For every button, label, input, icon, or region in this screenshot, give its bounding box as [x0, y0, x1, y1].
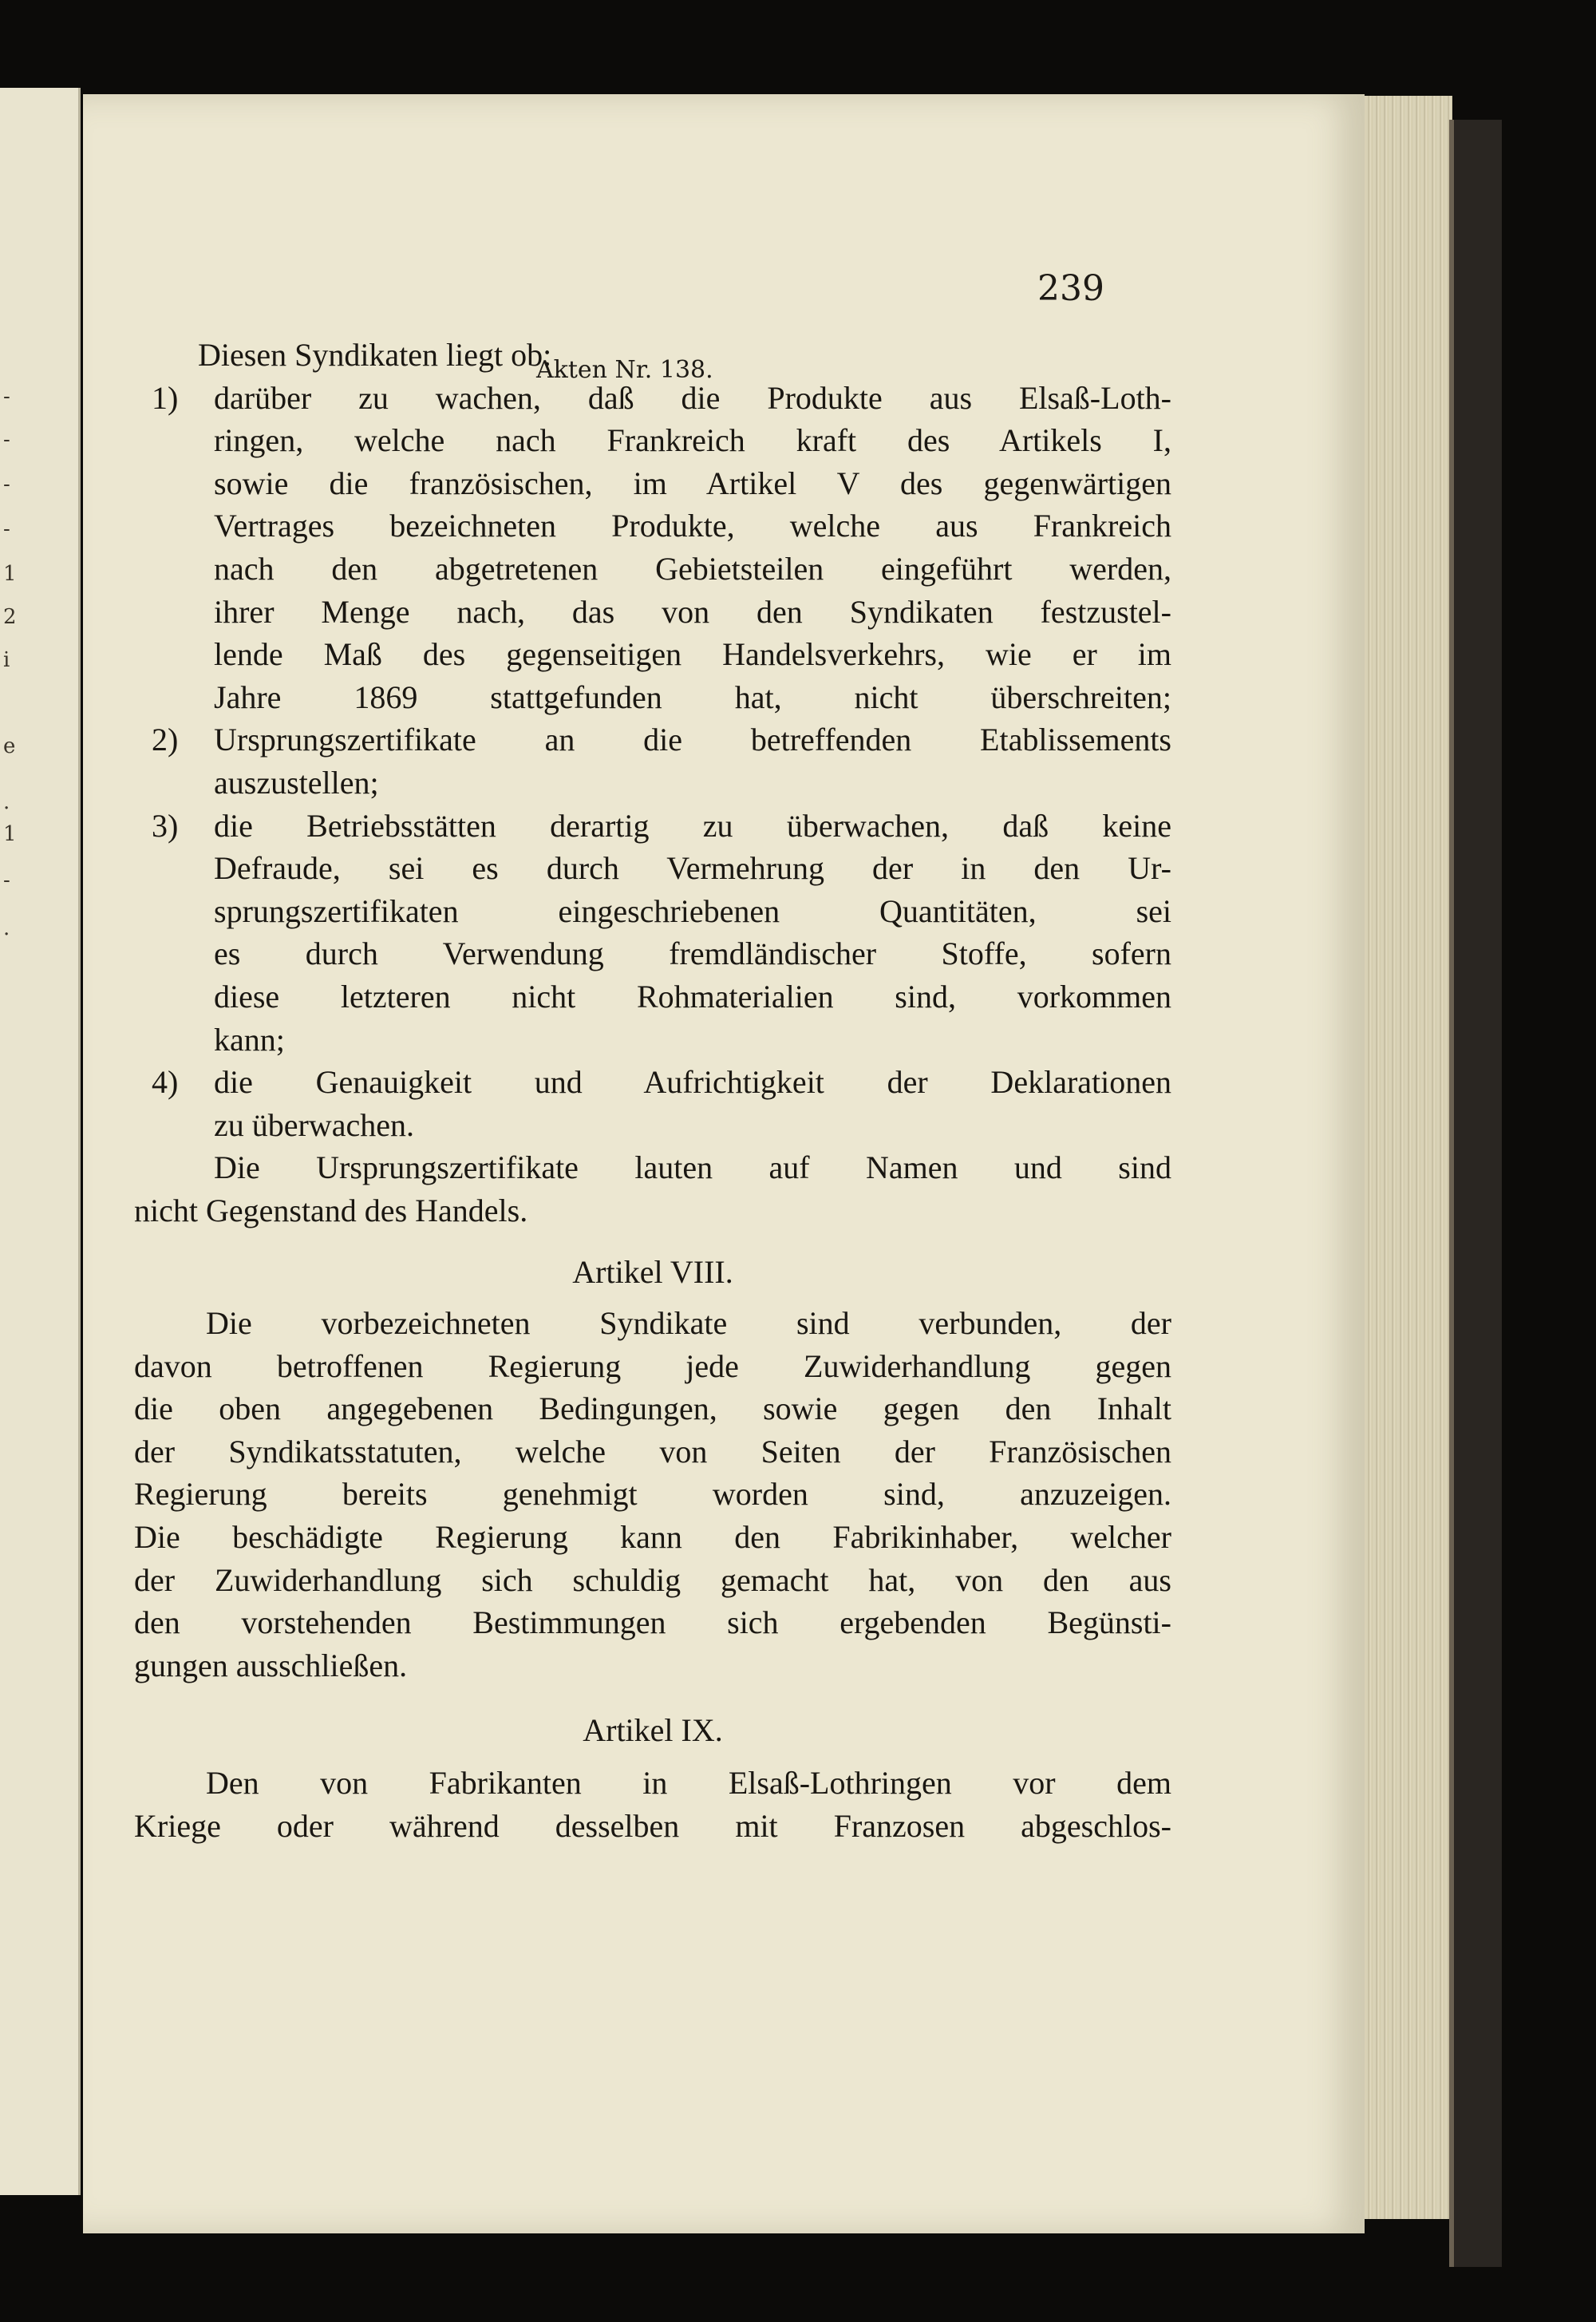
list-item-2-line — [134, 718, 1171, 761]
list-item-1-line: ringen, welche nach Frankreich kraft des Artikels I, — [214, 422, 1171, 459]
list-item-1-line: lende Maß des gegenseitigen Handelsverkehrs, wie er im — [214, 636, 1171, 673]
list-item-3-line: Defraude, sei es durch Vermehrung der in den Ur- — [214, 850, 1171, 887]
list-item-3-line: es durch Verwendung fremdländischer Stoffe, sofern — [214, 936, 1171, 972]
margin-mark: - — [3, 473, 10, 496]
margin-mark: i — [3, 648, 10, 672]
margin-mark: . — [3, 916, 10, 940]
margin-mark: e — [3, 734, 16, 758]
list-item-3-line: kann; — [214, 1021, 285, 1058]
list-item-1-line: sowie die französischen, im Artikel V des gegenwärtigen — [214, 465, 1171, 501]
closing-line: Die Ursprungszertifikate lauten auf Namen und sind — [214, 1149, 1171, 1186]
list-item-1-line: Vertrages bezeichneten Produkte, welche aus Frankreich — [214, 508, 1171, 544]
page-number: 239 — [1037, 268, 1104, 309]
article-8-line: davon betroffenen Regierung jede Zuwiderhandlung gegen — [134, 1347, 1171, 1384]
running-head: Akten Nr. 138. — [536, 356, 713, 384]
list-item-1-line: ihrer Menge nach, das von den Syndikaten festzustel- — [214, 593, 1171, 630]
article-9-line: Den von Fabrikanten in Elsaß-Lothringen vor dem — [206, 1765, 1171, 1801]
closing-line: nicht Gegenstand des Handels. — [134, 1192, 528, 1228]
previous-page-edge — [0, 88, 81, 2195]
list-item-1-line — [134, 377, 1171, 420]
item-number: 1) — [152, 379, 179, 416]
margin-mark: - — [3, 428, 10, 452]
margin-mark: 1 — [3, 822, 17, 846]
article-8-line: Die vorbezeichneten Syndikate sind verbunden, der — [206, 1305, 1171, 1342]
list-item-3-line: diese letzteren nicht Rohmaterialien sind, vorkommen — [214, 978, 1171, 1015]
margin-mark: 1 — [3, 562, 17, 586]
book-page — [83, 94, 1365, 2233]
article-8-line: der Syndikatsstatuten, welche von Seiten der Französischen — [134, 1433, 1171, 1470]
article-8-line: den vorstehenden Bestimmungen sich ergebenden Begünsti- — [134, 1604, 1171, 1641]
item-text: die Betriebsstätten derartig zu überwachen, daß keine — [214, 807, 1171, 844]
article-8-line: die oben angegebenen Bedingungen, sowie gegen den Inhalt — [134, 1390, 1171, 1427]
body-text — [134, 334, 1171, 1847]
book-cover-edge — [1449, 120, 1502, 2267]
item-text: Ursprungszertifikate an die betreffenden Etablissements — [214, 722, 1171, 758]
list-item-3-line — [134, 805, 1171, 848]
article-8-line: der Zuwiderhandlung sich schuldig gemacht hat, von den aus — [134, 1561, 1171, 1598]
item-text: die Genauigkeit und Aufrichtigkeit der Deklarationen — [214, 1064, 1171, 1101]
article-heading: Artikel IX. — [583, 1712, 723, 1749]
article-8-line: Die beschädigte Regierung kann den Fabrikinhaber, welcher — [134, 1519, 1171, 1556]
item-number: 2) — [152, 722, 179, 758]
item-number: 3) — [152, 807, 179, 844]
item-number: 4) — [152, 1064, 179, 1101]
list-item-3-line: sprungszertifikaten eingeschriebenen Quantitäten, sei — [214, 892, 1171, 929]
list-item-2-line: auszustellen; — [214, 764, 379, 801]
margin-mark: 2 — [3, 605, 17, 629]
article-heading: Artikel VIII. — [572, 1254, 733, 1291]
list-item-1-line: nach den abgetretenen Gebietsteilen eingeführt werden, — [214, 550, 1171, 587]
list-item-4-line — [134, 1061, 1171, 1104]
list-item-4-line: zu überwachen. — [214, 1106, 414, 1143]
article-9-line: Kriege oder während desselben mit Franzosen abgeschlos- — [134, 1807, 1171, 1844]
article-8-line: gungen ausschließen. — [134, 1647, 408, 1683]
article-8-line: Regierung bereits genehmigt worden sind, anzuzeigen. — [134, 1476, 1171, 1513]
margin-mark: - — [3, 517, 10, 541]
margin-mark: . — [3, 790, 10, 814]
margin-mark: - — [3, 385, 10, 409]
intro-line: Diesen Syndikaten liegt ob: — [198, 337, 552, 373]
list-item-1-line: Jahre 1869 stattgefunden hat, nicht überschreiten; — [214, 678, 1171, 715]
item-text: darüber zu wachen, daß die Produkte aus Elsaß-Loth- — [214, 379, 1171, 416]
margin-mark: - — [3, 868, 10, 892]
